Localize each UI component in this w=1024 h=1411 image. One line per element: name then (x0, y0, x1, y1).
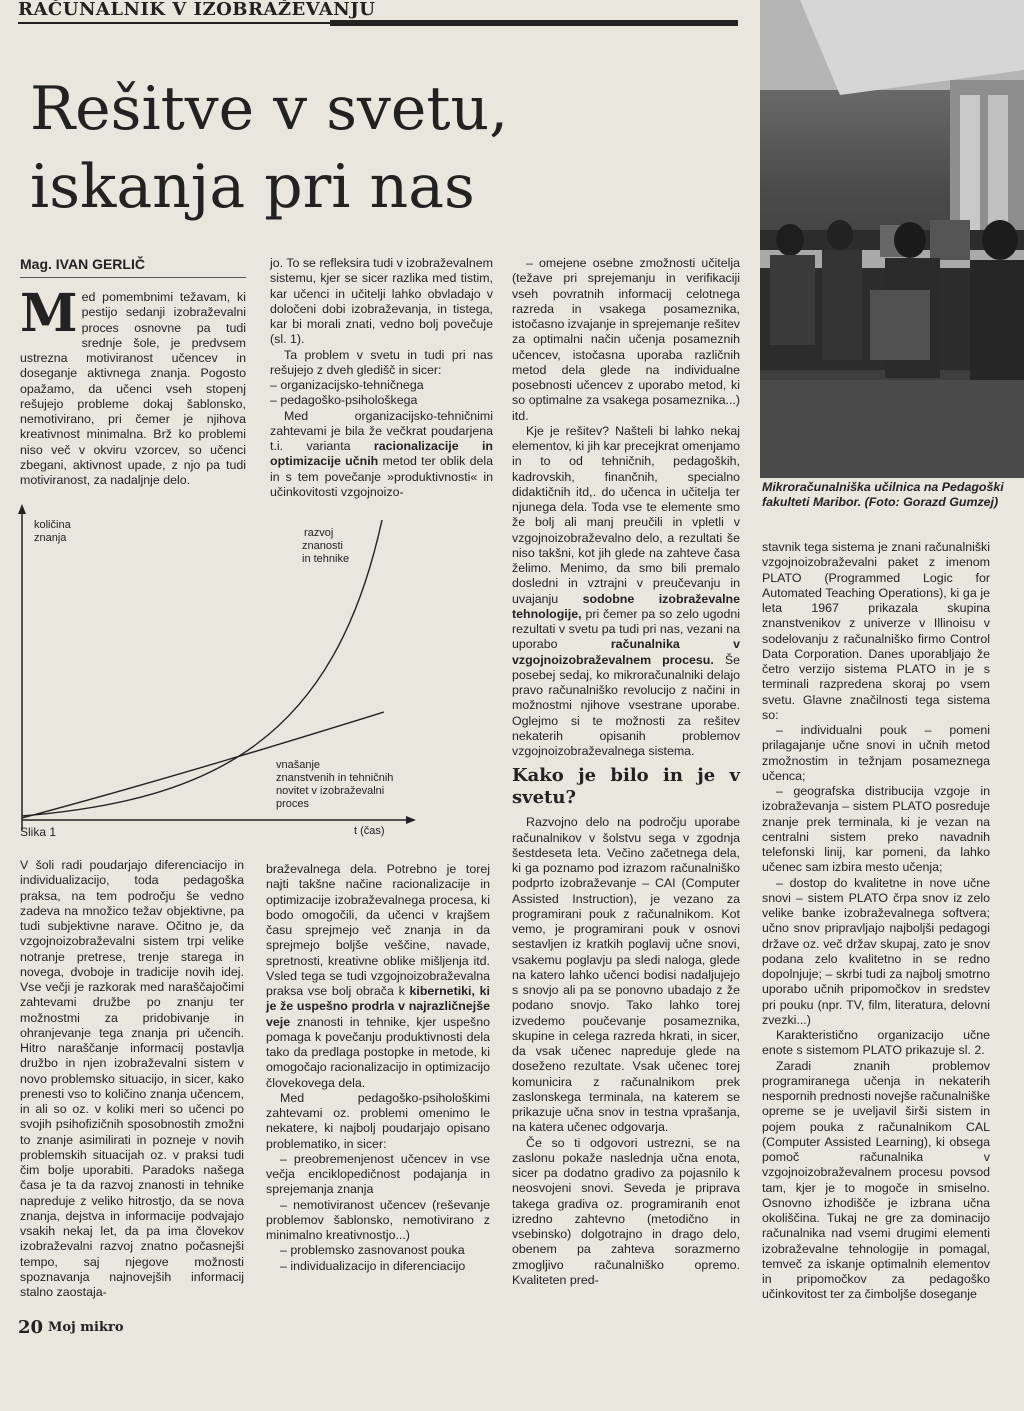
curve1-label-line-1: razvoj (304, 527, 334, 539)
section-header: RAČUNALNIK V IZOBRAŽEVANJU (18, 0, 376, 20)
paragraph (512, 424, 740, 760)
intro-paragraph: ed pomembnimi težavam, ki pestijo sedanji izobraževalni proces osnovne pa tudi srednje šole, je predvsem ustrezna motiviranost učencev in doseganje aktivnega znanja. Pogosto opažamo, da učenci vseh stopenj rešujejo probleme dokaj šablonsko, nemotivirano, pri čemer je njihova kreativnost minimalna. Brž ko problemi niso več v okviru vzorcev, so učenci zbegani, aktivnost upade, z njo pa tudi motiviranost, za nadaljnje delo. (20, 290, 246, 487)
page-number: 20 (18, 1317, 44, 1338)
list-item: – organizacijsko-tehničnega (270, 378, 424, 392)
paragraph: Zaradi znanih problemov programiranega učenja in nekaterih nespornih prednosti novejše računalniške opreme se je uveljavil širši sistem in pojem pouka z računalnikom CAL (Computer Assisted Learning), ki obsega pomoč računalnika v vzgojnoizobraževalnem procesu povsod tam, kjer je to mogoče in smiselno. Osnovno izhodišče je izbrana učna okoliščina. Tukaj ne gre za dominacijo računalnika nad vsemi drugimi elementi izobraževalne tehnologije in pomagal, temveč za iskanje optimalnih elementov in pripomočkov za pedagoško učinkovitost ter za čimboljše doseganje (762, 1058, 990, 1302)
figure-caption: Slika 1 (20, 825, 57, 839)
text-run: Med organizacijsko-tehničnimi zahtevami je bila že večkrat poudarjena t.i. varianta (270, 408, 493, 453)
paragraph: Razvojno delo na področju uporabe računalnikov v šolstvu sega v zgodnja šestdeseta leta. Večino začetnega dela, ki ga poznamo pod izrazom računalniško podprto izobraževanje – CAI (Computer Assisted Instruction), je vezano za programirani pouk z računalnikom. Kot vemo, je programirani pouk v osnovi sestavljen iz kratkih poglavij učne snovi, vsakemu poglavju pa sledi naloga, glede na katero lahko učenci bodisi nadaljujejo s snovjo ali pa se ponovno ubadajo z že podano snovjo. Tako lahko torej izvedemo poučevanje posameznika, skupine in celega razreda hkrati, in sicer, da vsak učenec napreduje glede na doseženo rezultate. Vsak učenec torej komunicira z računalnikom prek zaslonskega terminala, na katerem se prikazuje učna snov in testna vprašanja, na katera učenec odgovarja. (512, 815, 740, 1135)
bold-text: racionalizacije in optimizacije učnih (270, 439, 494, 469)
bold-text: računalnika v vzgojnoizobraževalnem procesu. (512, 637, 740, 667)
drop-cap: M (20, 283, 78, 344)
x-axis-arrow-icon (406, 816, 416, 824)
title-line-1: Rešitve v svetu, (30, 74, 509, 144)
paragraph (266, 862, 490, 1091)
text-run: pri čemer pa so zelo ugodni rezultati v svetu pa tudi pri nas, vezani na uporabo (512, 606, 740, 652)
column-4 (762, 540, 990, 1303)
header-rule-thick (330, 20, 738, 26)
paragraph: Karakteristično organizacijo učne enote s sistemom PLATO prikazuje sl. 2. (762, 1028, 990, 1058)
paragraph: V šoli radi poudarjajo diferenciacijo in individualizacijo, toda pedagoška praksa, na tem področju še vedno zadeva na množico težav objektivne, pa tudi subjektivne narave. Očitno je, da vzgojnoizobraževalni sistem trpi velike notranje pretrese, trenje starega in novega, dvoboje in tradicije novih idej. Vse večji je razkorak med naraščajočimi zahtevami družbe po znanju ter možnostmi za pridobivanje in ohranjevanje tega znanja pri učencih. Hitro naraščanje informacij postavlja družbo in njen izobraževalni sistem v novo problemsko situacijo, in sicer, kako prenesti vso to količino znanja učencem, in ali so oz. v koliki meri so učenci po svojih psihofizičnih sposobnostih zmožni to znanje asimilirati in pozneje v novih problemskih situacijah oz. v praksi tudi čim bolje uporabiti. Paradoks našega časa je ta da razvoj znanosti in tehnike napreduje z veliko hitrostjo, da se nova znanja, dejstva in informacije podvajajo vsakih nekaj let, da pa ima človekov izobraževalni razvoj znatno počasnejši tempo, saj njegove možnosti spoznavanja najnovejših informacij stalno zaostaja- (20, 858, 244, 1299)
article-title (30, 70, 530, 226)
photo-caption: Mikroračunalniška učilnica na Pedagoški fakulteti Maribor. (Foto: Gorazd Gumzej) (762, 480, 1004, 509)
list-item: – nemotiviranost učencev (reševanje problemov šablonsko, nemotivirano z minimalno kreativnostjo...) (266, 1197, 490, 1242)
curve2-label-line-3: novitet v izobraževalni (276, 785, 385, 797)
curve2-label-line-1: vnašanje (276, 759, 321, 771)
y-label-line-2: znanja (34, 532, 67, 544)
classroom-photo (760, 0, 1024, 478)
list-item: – individualizacijo in diferenciacijo (280, 1258, 466, 1273)
list-item: – geografska distribucija vzgoje in izobraževanja – sistem PLATO posreduje znanje prek terminala, ki je vezan na centralni sistem preko navadnih telefonski linij, kar pomeni, da lahko učenec sam izbira mesto učenja; (762, 784, 990, 875)
figure-1 (14, 500, 424, 840)
paragraph: Ta problem v svetu in tudi pri nas rešujejo z dveh gledišč in sicer: (270, 347, 493, 377)
y-label-line-1: količina (34, 519, 71, 531)
bold-text: sodobne izobraževalne tehnologije, (512, 591, 740, 621)
paragraph: Če so ti odgovori ustrezni, se na zaslonu pokaže naslednja učna enota, sicer pa dodatno gradivo za pojasnilo k neosvojeni snovi. Seveda je priprava takega gradiva oz. programiranih enot izredno zahtevno (metodično in vsebinsko) dolgotrajno in drago delo, obenem pa zahteva sorazmerno zmogljivo računalniško opremo. Kvaliteten pred- (512, 1135, 740, 1287)
magazine-name: Moj mikro (48, 1320, 124, 1335)
paragraph (270, 409, 493, 501)
bold-text: kibernetiki, ki je že uspešno prodrla v najrazličnejše veje (266, 984, 490, 1029)
column-2-bottom (266, 862, 490, 1274)
curve2-label-line-2: znanstvenih in tehničnih (276, 772, 394, 784)
column-2-top (270, 256, 493, 500)
subheading: Kako je bilo in je v svetu? (512, 765, 740, 809)
column-1-bottom (20, 858, 244, 1300)
curve1-label-line-3: in tehnike (302, 553, 350, 565)
curve2-label-line-4: proces (276, 798, 310, 810)
list-item: – dostop do kvalitetne in nove učne snovi – sistem PLATO črpa snov iz zelo velike banke izobraževalnega softvera; učno snov pripravljajo najboljši pedagogi države oz. več držav skupaj, zato je snov podana zelo kvalitetno in se redno dopolnjuje; – skrbi tudi za najbolj smotrno uporabo učnih pripomočkov in sredstev pri pouku (npr. TV, film, literatura, delovni zvezki...) (762, 875, 990, 1027)
list-item: – pedagoško-psihološkega (270, 393, 418, 408)
list-item: – individualni pouk – pomeni prilagajanje učne snovi in učnih metod zmožnostim in težnjam posameznega učenca; (762, 723, 990, 783)
text-run: metod ter oblik dela in s tem povečanje »produktivnosti« in učinkovitosti vzgojnoizo- (270, 454, 494, 499)
author-byline: Mag. IVAN GERLIČ (20, 256, 145, 272)
column-3 (512, 256, 740, 1288)
curve-education-adoption (22, 712, 384, 818)
paragraph: Med pedagoško-psihološkimi zahtevami oz. problemi omenimo le nekatere, ki najbolj poudarjajo opisano problematiko, in sicer: (266, 1090, 490, 1151)
curve1-label-line-2: znanosti (302, 540, 343, 552)
text-run: Kje je rešitev? Našteli bi lahko nekaj elementov, ki jih kar precejkrat omenjamo in to od tehničnih, pedagoških, kadrovskih, finančnih, specialno didaktičnih itd,. do učenca in učitelja ter njunega dela. Toda vse te elemente smo že bolj ali manj preučili in vpletli v vzgojnoizobraževalno delo, a rezultati še niso takšni, kot jih glede na zahteve časa želimo. Menimo, da smo bili premalo dosledni in vztrajni v preučevanju in uvajanju (512, 423, 740, 606)
list-item: – preobremenjenost učencev in vse večja enciklopedičnost podajanja in sprejemanja znanja (266, 1151, 490, 1197)
list-item: – omejene osebne zmožnosti učitelja (težave pri sprejemanju in verifikaciji vseh povratnih informacij celotnega razreda in vsakega posameznika, istočasno izvajanje in sprejemanje rešitev za optimalni način učenja posameznih učencev, istočasna uporaba različnih metod dela glede na individualne posebnosti učencev z uporabo metod, ki so optimalne za vsakega posameznika...) itd. (512, 256, 740, 423)
list-item: – problemsko zasnovanost pouka (280, 1243, 465, 1258)
text-run: Še posebej sedaj, ko mikroračunalniki delajo pravo računalniško revolucijo z načini in možnostmi njihove vsestrane uporabe. Oglejmo si te možnosti za rešitev nekaterih opisanih problemov vzgojnoizobraževalnega sistema. (512, 652, 740, 758)
text-run: braževalnega dela. Potrebno je torej najti takšne načine racionalizacije in optimizacije izobraževalnega procesa, ki bodo omogočili, da učenci v krajšem času sprejmejo več znanja in da sprejmejo boljše veščine, navade, spretnosti, kreativne oblike mišljenja itd. Vsled tega se tudi vzgojnoizobraževalna praksa vse bolj obrača k (266, 862, 490, 998)
title-line-2: iskanja pri nas (30, 152, 475, 222)
y-axis-arrow-icon (18, 504, 26, 514)
paragraph: stavnik tega sistema je znani računalniški vzgojnoizobraževalni paket z imenom PLATO (Programmed Logic for Automated Teaching Operations), ki ga je leta 1967 prikazala skupina znanstvenikov z univerze v Illinoisu v sodelovanju z računalniško firmo Control Data Corporation. Danes uporabljajo že četro verzijo sistema PLATO in je s terminali razpredena skoraj po vsem svetu. Glavne značilnosti tega sistema so: (762, 540, 990, 722)
x-label: t (čas) (354, 825, 385, 837)
classroom-photo-drawing (760, 0, 1024, 478)
author-rule (20, 277, 246, 278)
column-1-top (20, 283, 246, 488)
text-run: znanosti in tehnike, kjer uspešno pomaga k povečanju produktivnosti dela tako da predlaga postopke in metode, ki omogočajo racionalizacijo in optimizacijo človekovega dela. (266, 1014, 490, 1090)
paragraph: jo. To se refleksira tudi v izobraževalnem sistemu, kjer se sicer razlika med tistim, kar učenci in učitelji lahko obvladajo v določeni dobi izobraževanja, in tistega, kar bi morali znati, vedno bolj povečuje (sl. 1). (270, 256, 493, 347)
